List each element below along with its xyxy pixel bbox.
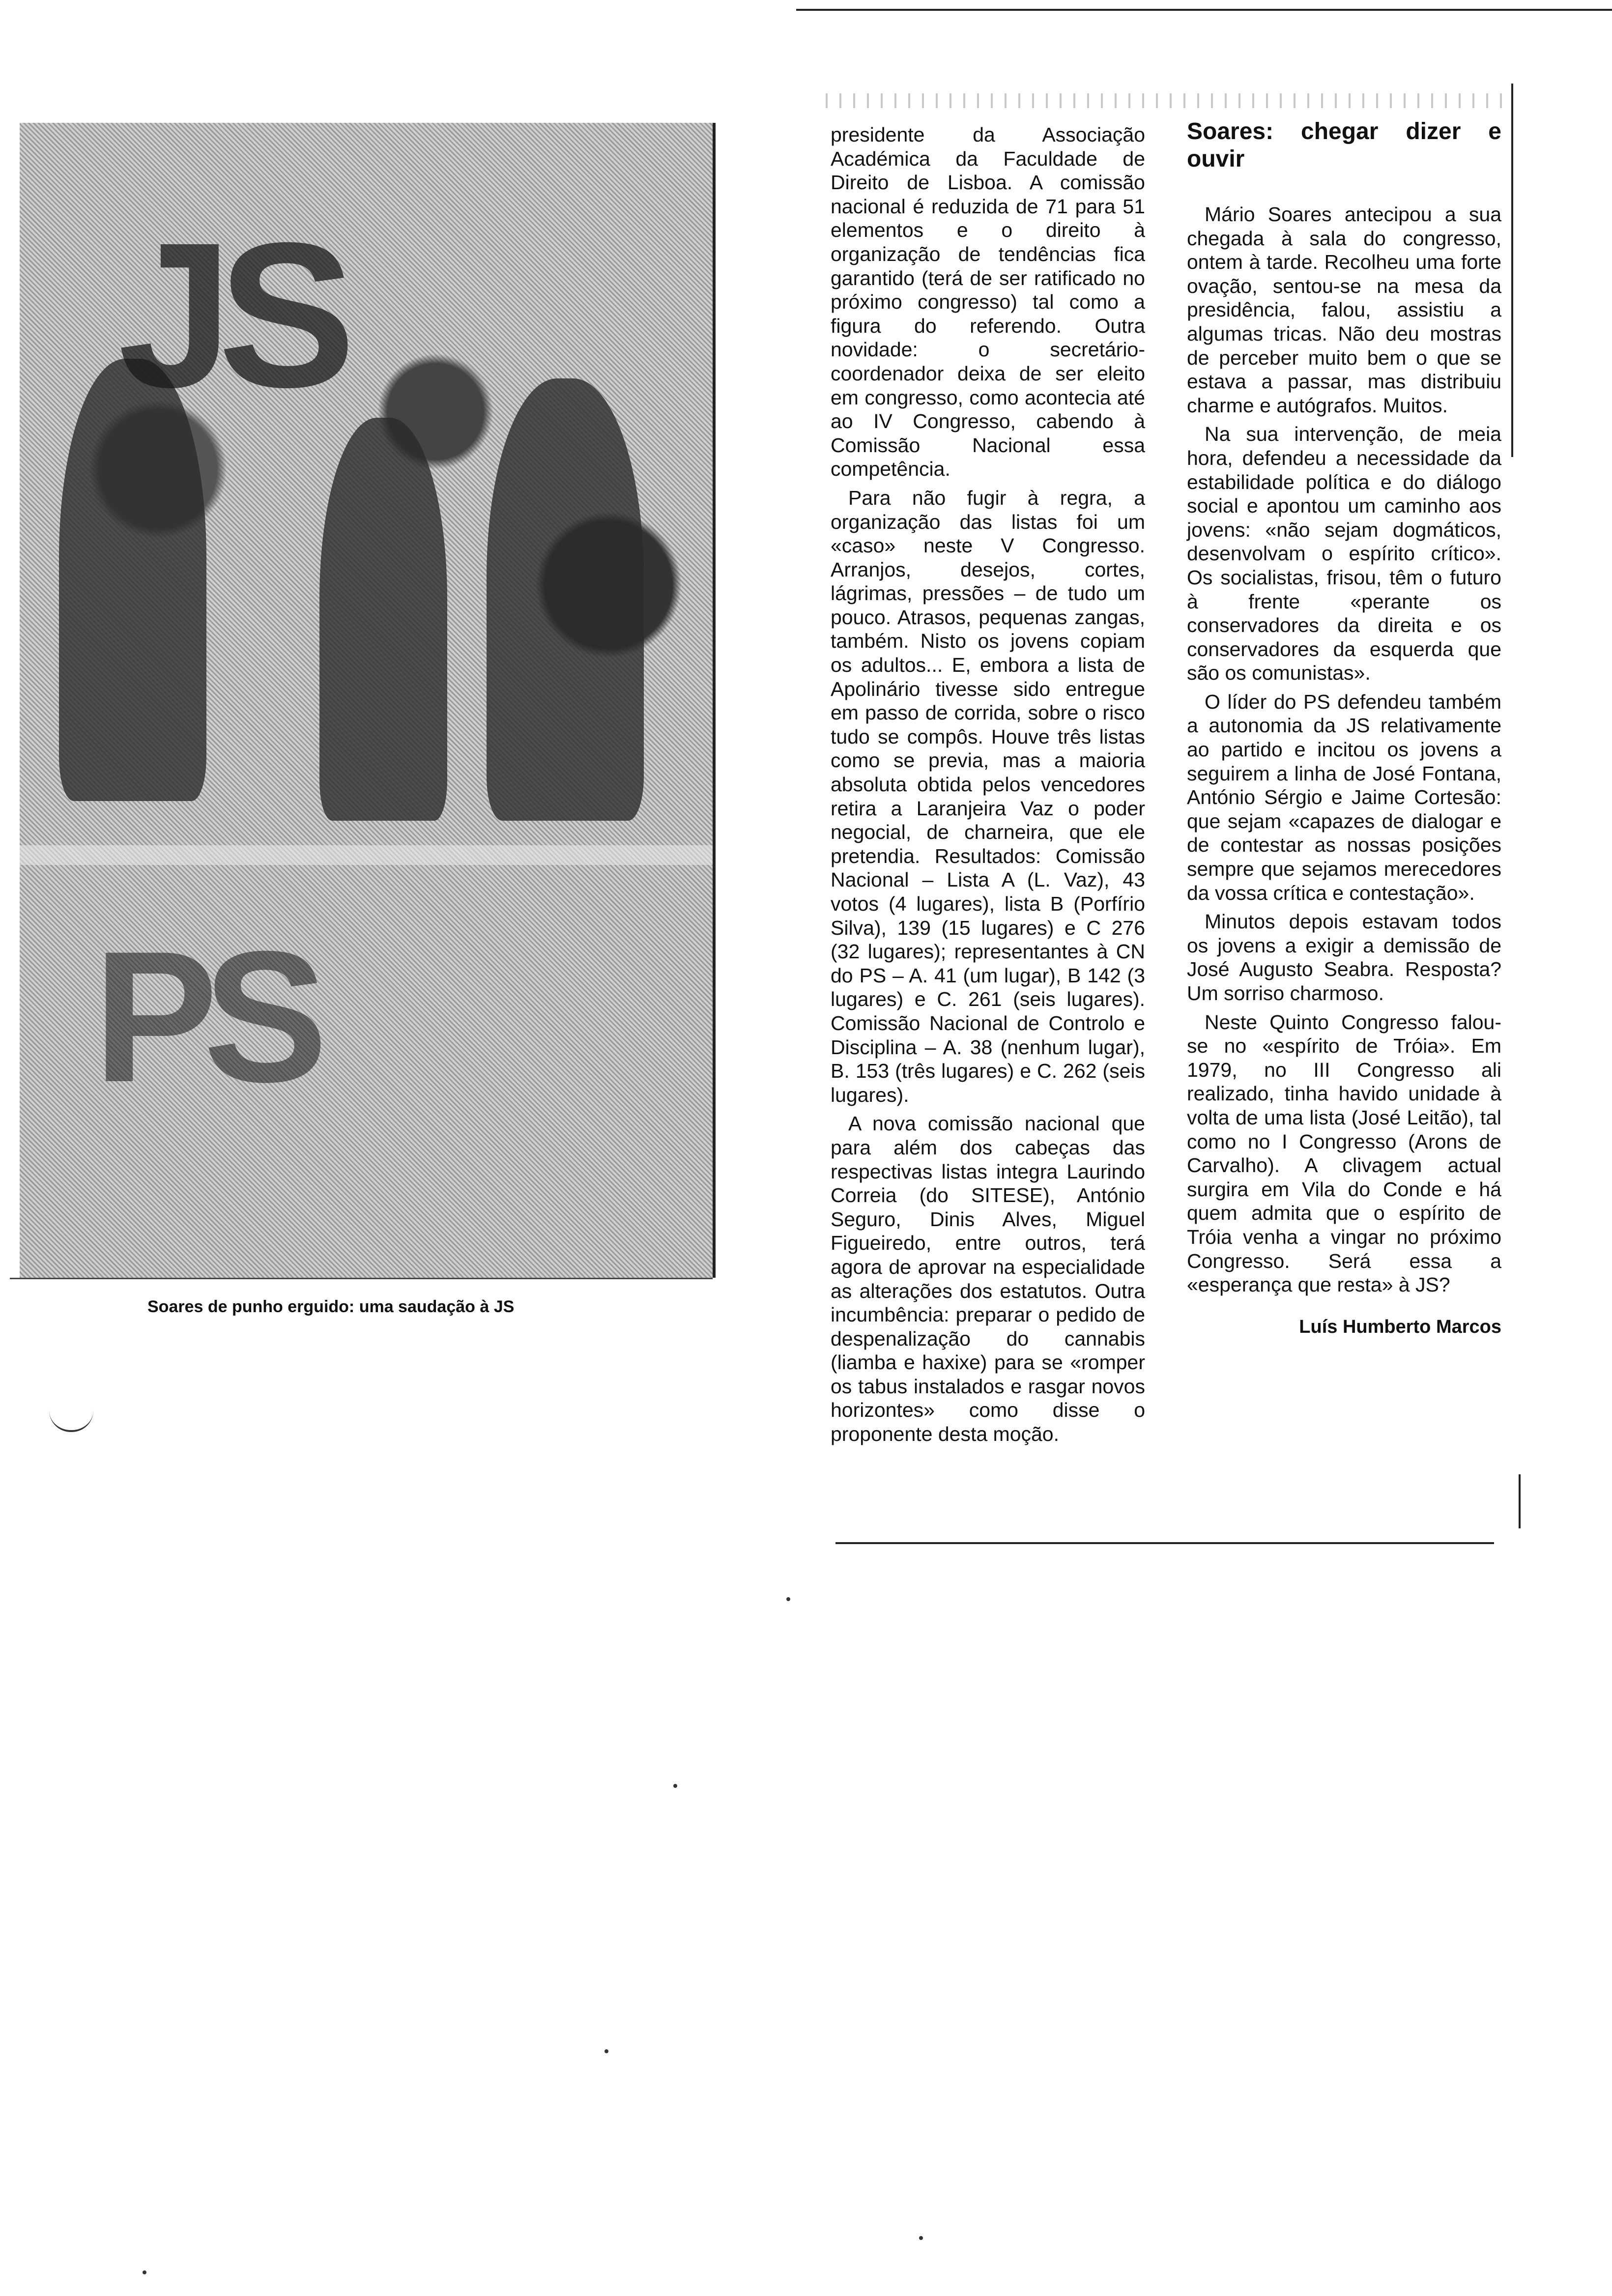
- scan-speck: [919, 2236, 923, 2240]
- paragraph: Minutos depois estavam todos os jovens a exigir a demissão de José Augusto Seabra. Resposta? Um sorriso charmoso.: [1187, 910, 1501, 1004]
- scan-speck: [143, 2270, 146, 2274]
- paragraph: A nova comissão nacional que para além dos cabeças das respectivas listas integra Laurindo Correia (do SITESE), António Seguro, Dinis Alves, Miguel Figueiredo, entre outros, terá agora de aprovar na especialidade as alterações dos estatutos. Outra incumbência: preparar o pedido de despenalização do cannabis (liamba e haxixe) para se «romper os tabus instalados e rasgar novos horizontes» como disse o proponente desta moção.: [831, 1112, 1145, 1446]
- photo-divider: [20, 845, 713, 865]
- scan-speck: [604, 2049, 608, 2053]
- article-column-2: [1187, 118, 1501, 1338]
- paragraph: Neste Quinto Congresso falou-se no «espírito de Tróia». Em 1979, no III Congresso ali realizado, tinha havido unidade à volta de uma lista (José Leitão), tal como no I Congresso (Arons de Carvalho). A clivagem actual surgira em Vila do Conde e há quem admita que o espírito de Tróia venha a vingar no próximo Congresso. Será essa a «esperança que resta» à JS?: [1187, 1010, 1501, 1296]
- scan-speck: [673, 1784, 677, 1788]
- byline: Luís Humberto Marcos: [1299, 1316, 1501, 1337]
- column-rule: [1511, 84, 1513, 457]
- photo-caption: Soares de punho erguido: uma saudação à JS: [147, 1297, 515, 1316]
- paragraph: presidente da Associação Académica da Faculdade de Direito de Lisboa. A comissão nacional é reduzida de 71 para 51 elementos e o direito à organização de tendências fica garantido (terá de ser ratificado no próximo congresso) tal como a figura do referendo. Outra novidade: o secretário-coordenador deixa de ser eleito em congresso, como acontecia até ao IV Congresso, cabendo à Comissão Nacional essa competência.: [831, 123, 1145, 481]
- paragraph: Para não fugir à regra, a organização das listas foi um «caso» neste V Congresso. Arranjos, desejos, cortes, lágrimas, pressões – de tudo um pouco. Atrasos, pequenas zangas, também. Nisto os jovens copiam os adultos... E, embora a lista de Apolinário tivesse sido entregue em passo de corrida, sobre o risco tudo se compôs. Houve três listas como se previa, mas a maioria absoluta obtida pelos vencedores retira a Laranjeira Vaz o poder negocial, de charneira, que ele pretendia. Resultados: Comissão Nacional – Lista A (L. Vaz), 43 votos (4 lugares), lista B (Porfírio Silva), 139 (15 lugares) e C 276 (32 lugares); representantes à CN do PS – A. 41 (um lugar), B 142 (3 lugares) e C. 261 (seis lugares). Comissão Nacional de Controlo e Disciplina – A. 38 (nenhum lugar), B. 153 (três lugares) e C. 262 (seis lugares).: [831, 486, 1145, 1106]
- photo-sign-ps: PS: [93, 912, 313, 1121]
- photo-person-right: [487, 378, 644, 821]
- top-rule: [796, 9, 1612, 11]
- column-rule: [1519, 1474, 1521, 1528]
- news-photo: [20, 123, 716, 1278]
- paragraph: Na sua intervenção, de meia hora, defendeu a necessidade da estabilidade política e do diálogo social e apontou um caminho aos jovens: «não sejam dogmáticos, desenvolvam o espírito crítico». Os socialistas, frisou, têm o futuro à frente «perante os conservadores da direita e os conservadores da esquerda que são os comunistas».: [1187, 423, 1501, 685]
- paragraph: O líder do PS defendeu também a autonomia da JS relativamente ao partido e incitou os jovens a seguirem a linha de José Fontana, António Sérgio e Jaime Cortesão: que sejam «capazes de dialogar e de contestar as nossas posições sempre que sejamos merecedores da vossa crítica e contestação».: [1187, 690, 1501, 904]
- photo-person-center: [319, 418, 447, 821]
- scan-noise: [826, 93, 1504, 108]
- caption-rule: [10, 1278, 713, 1279]
- margin-mark: [49, 1410, 93, 1432]
- bottom-rule: [835, 1542, 1494, 1544]
- paragraph: Mário Soares antecipou a sua chegada à sala do congresso, ontem à tarde. Recolheu uma forte ovação, sentou-se na mesa da presidência, falou, assistiu a algumas tricas. Não deu mostras de perceber muito bem o que se estava a passar, mas distribuiu charme e autógrafos. Muitos.: [1187, 203, 1501, 417]
- sidebar-headline: Soares: chegar dizer e ouvir: [1187, 118, 1501, 172]
- scan-speck: [786, 1597, 790, 1601]
- article-column-1: [831, 123, 1145, 1451]
- photo-sign-js: JS: [118, 200, 341, 430]
